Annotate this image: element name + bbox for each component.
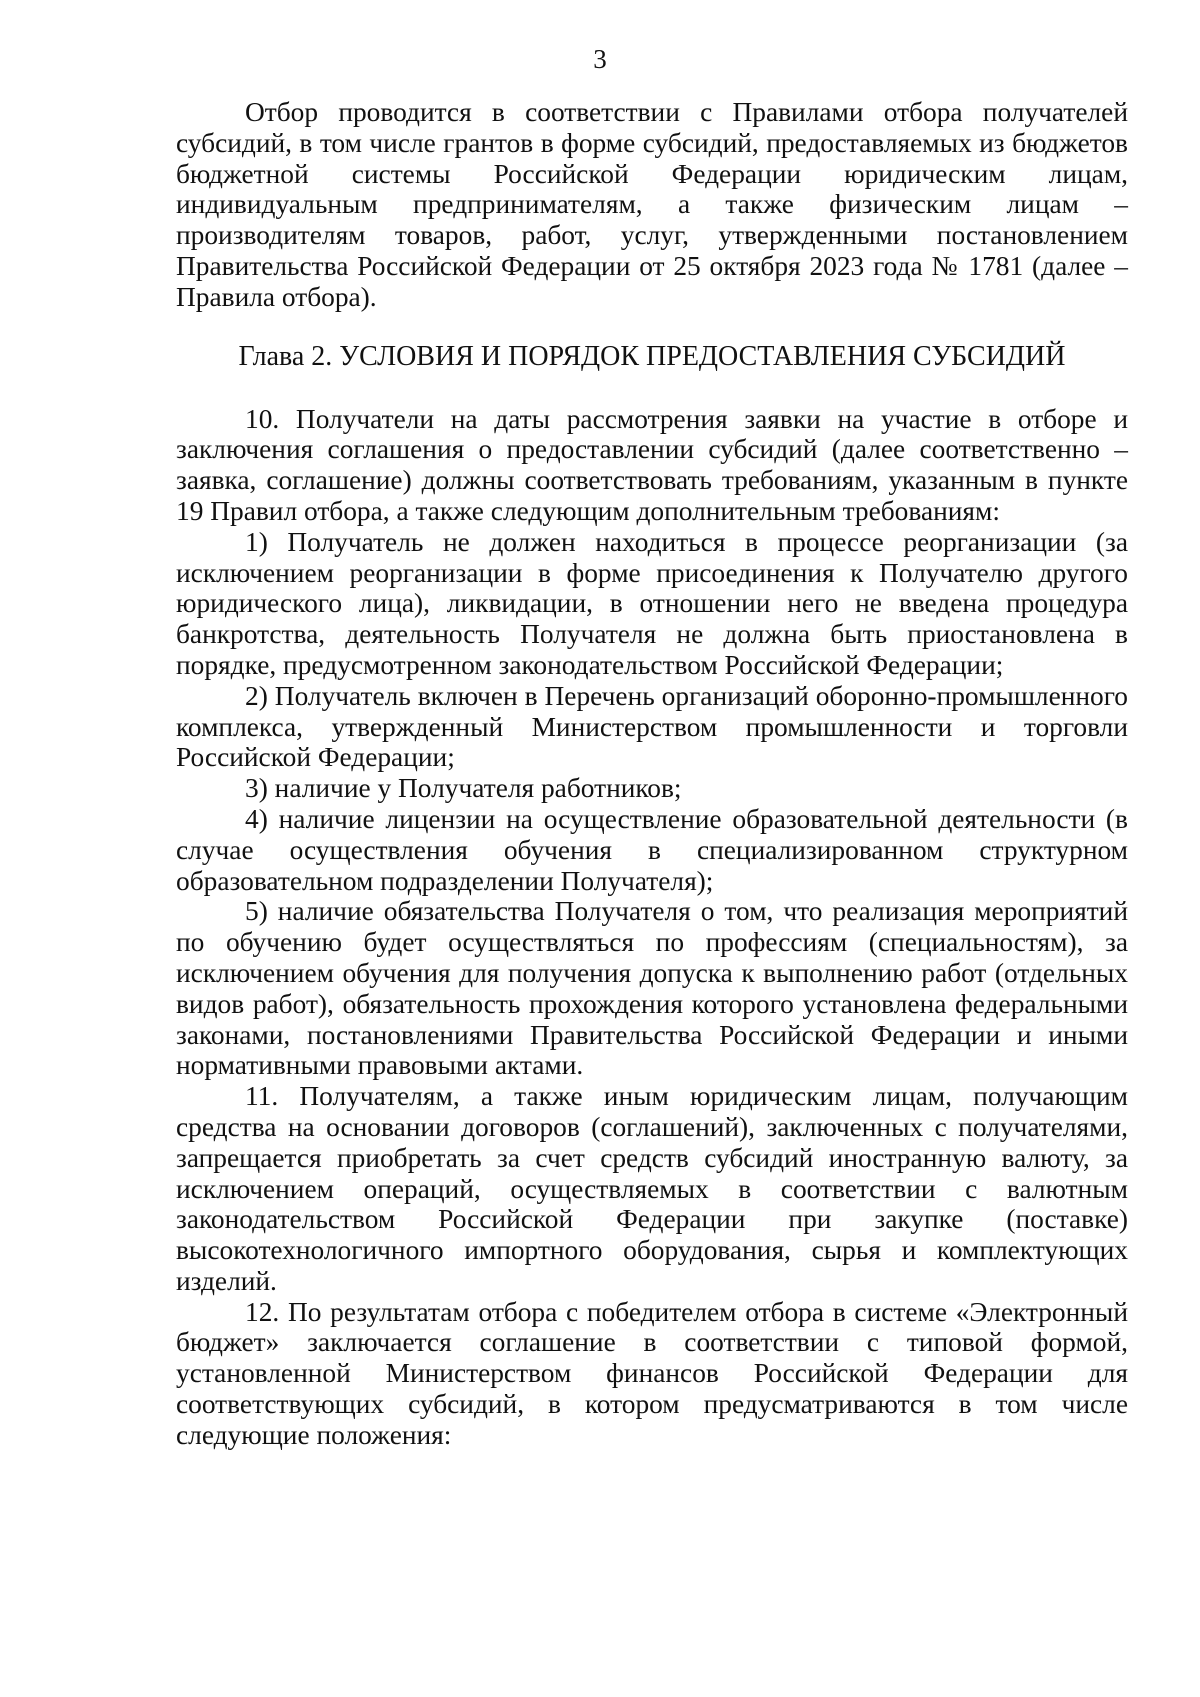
requirement-item-5: 5) наличие обязательства Получателя о том, что реализация мероприятий по обучению будет осуществляться по профессиям (специальностям), за исключением обучения для получения допуска к выполнению работ (отдельных видов работ), обязательность прохождения которого установлена федеральными законами, постановлениями Правительства Российской Федерации и иными нормативными правовыми актами.: [176, 896, 1128, 1081]
requirement-item-1: 1) Получатель не должен находиться в процессе реорганизации (за исключением реорганизации в форме присоединения к Получателю другого юридического лица), ликвидации, в отношении него не введена процедура банкротства, деятельность Получателя не должна быть приостановлена в порядке, предусмотренном законодательством Российской Федерации;: [176, 526, 1128, 680]
requirement-item-2: 2) Получатель включен в Перечень организаций оборонно-промышленного комплекса, утвержденный Министерством промышленности и торговли Российской Федерации;: [176, 680, 1128, 773]
document-body: [176, 97, 1128, 1451]
intro-paragraph: Отбор проводится в соответствии с Правилами отбора получателей субсидий, в том числе грантов в форме субсидий, предоставляемых из бюджетов бюджетной системы Российской Федерации юридическим лицам, индивидуальным предпринимателям, а также физическим лицам – производителям товаров, работ, услуг, утвержденными постановлением Правительства Российской Федерации от 25 октября 2023 года № 1781 (далее – Правила отбора).: [176, 97, 1128, 312]
paragraph-10: 10. Получатели на даты рассмотрения заявки на участие в отборе и заключения соглашения о предоставлении субсидий (далее соответственно – заявка, соглашение) должны соответствовать требованиям, указанным в пункте 19 Правил отбора, а также следующим дополнительным требованиям:: [176, 403, 1128, 526]
paragraph-12: 12. По результатам отбора с победителем отбора в системе «Электронный бюджет» заключается соглашение в соответствии с типовой формой, установленной Министерством финансов Российской Федерации для соответствующих субсидий, в котором предусматриваются в том числе следующие положения:: [176, 1296, 1128, 1450]
requirement-item-4: 4) наличие лицензии на осуществление образовательной деятельности (в случае осуществления обучения в специализированном структурном образовательном подразделении Получателя);: [176, 803, 1128, 896]
page-number: 3: [593, 44, 607, 74]
requirement-item-3: 3) наличие у Получателя работников;: [245, 773, 682, 804]
chapter-title: Глава 2. УСЛОВИЯ И ПОРЯДОК ПРЕДОСТАВЛЕНИЯ СУБСИДИЙ: [238, 340, 1066, 372]
paragraph-11: 11. Получателям, а также иным юридическим лицам, получающим средства на основании договоров (соглашений), заключенных с получателями, запрещается приобретать за счет средств субсидий иностранную валюту, за исключением операций, осуществляемых в соответствии с валютным законодательством Российской Федерации при закупке (поставке) высокотехнологичного импортного оборудования, сырья и комплектующих изделий.: [176, 1081, 1128, 1296]
